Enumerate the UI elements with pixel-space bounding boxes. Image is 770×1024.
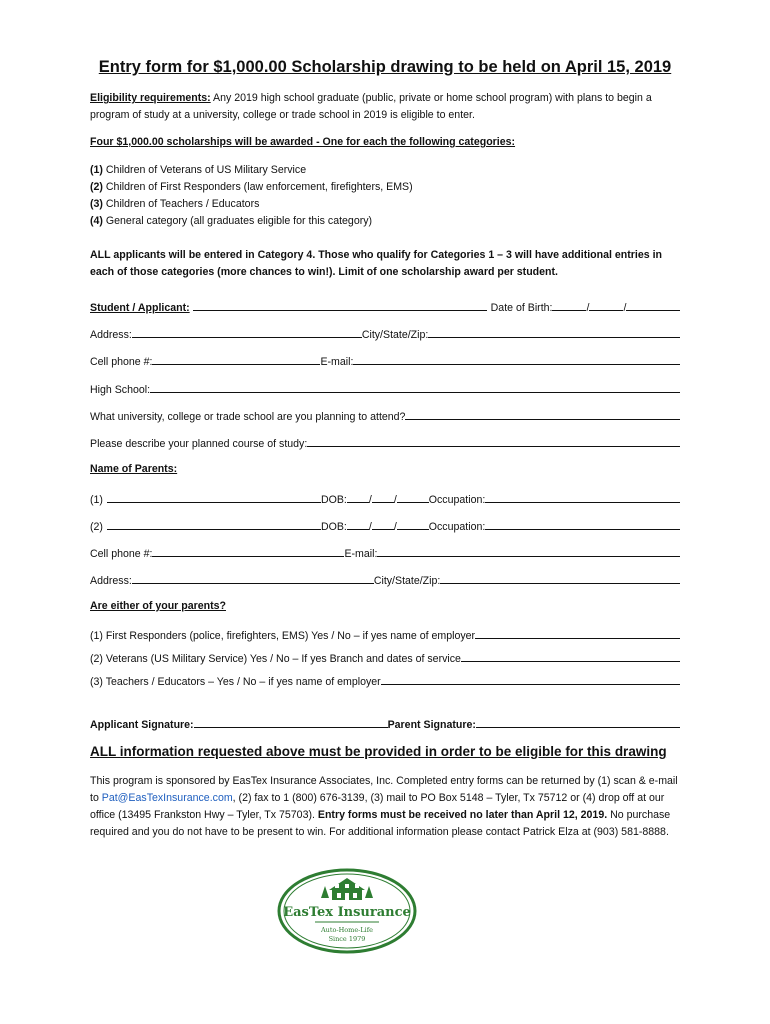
dob-month-field[interactable] (552, 299, 586, 311)
parent-1-dob-day-field[interactable] (372, 491, 394, 503)
sponsor-email-link[interactable]: Pat@EasTexInsurance.com (101, 792, 233, 804)
parent-1-name-field[interactable] (107, 491, 321, 503)
city-state-zip-field[interactable] (428, 326, 680, 338)
all-applicants-note: ALL applicants will be entered in Category 4. Those who qualify for Categories 1 – 3 will have additional entries in each of those categories (more chances to win!). Limit of one scholarship award per student. (90, 249, 662, 278)
teachers-employer-field[interactable] (381, 673, 680, 685)
parent-1-dob-year-field[interactable] (397, 491, 429, 503)
form-title: Entry form for $1,000.00 Scholarship drawing to be held on April 15, 2019 (98, 58, 672, 76)
parent-1-dob-month-field[interactable] (347, 491, 369, 503)
city-state-zip-label: City/State/Zip: (361, 329, 429, 341)
category-item: (2) Children of First Responders (law enforcement, firefighters, EMS) (90, 181, 413, 193)
parent-city-state-zip-label: City/State/Zip: (373, 575, 441, 587)
applicant-signature-label: Applicant Signature: (90, 719, 194, 731)
cell-row (90, 353, 680, 368)
student-label: Student / Applicant: (90, 302, 190, 314)
parent-2-occupation-field[interactable] (485, 518, 680, 530)
student-name-field[interactable] (193, 299, 487, 311)
email-field[interactable] (353, 353, 680, 365)
sponsor-text-1: This program is sponsored by EasTex Insurance Associates, Inc. Completed entry forms can be returned by (1) scan & e-mail to (90, 775, 678, 804)
parent-2-name-field[interactable] (107, 518, 321, 530)
parent-1-dob-label: DOB: (320, 494, 347, 506)
parent-2-dob-year-field[interactable] (397, 518, 429, 530)
eligibility-label: Eligibility requirements: (90, 92, 211, 104)
teachers-row (90, 673, 680, 688)
eligibility-paragraph (90, 90, 680, 124)
sponsor-deadline: Entry forms must be received no later than April 12, 2019. (317, 809, 608, 821)
logo-since: Since 1979 (328, 935, 366, 943)
parent-signature-label: Parent Signature: (387, 719, 476, 731)
parent-cell-row (90, 545, 680, 560)
parent-2-dob-day-field[interactable] (372, 518, 394, 530)
email-label: E-mail: (320, 356, 354, 368)
parent-address-label: Address: (90, 575, 132, 587)
parent-1-occupation-label: Occupation: (428, 494, 486, 506)
parent-2-occupation-label: Occupation: (428, 521, 486, 533)
sponsor-text-3: No purchase required and you do not have to be present to win. For additional information please contact Patrick Elza at (903) 581-8888. (90, 809, 671, 838)
course-label: Please describe your planned course of study: (90, 438, 308, 450)
parent-email-field[interactable] (377, 545, 680, 557)
parent-1-row: (1) DOB: / / Occupation: (90, 491, 680, 506)
university-row (90, 408, 680, 423)
address-row (90, 326, 680, 341)
dob-day-field[interactable] (589, 299, 623, 311)
high-school-row (90, 381, 680, 396)
first-responders-row (90, 627, 680, 642)
parent-email-label: E-mail: (344, 548, 378, 560)
parent-1-occupation-field[interactable] (485, 491, 680, 503)
course-field[interactable] (307, 435, 680, 447)
parent-signature-field[interactable] (476, 716, 680, 728)
address-field[interactable] (132, 326, 362, 338)
parent-2-label: (2) (90, 521, 103, 533)
dob-year-field[interactable] (626, 299, 680, 311)
parent-cell-field[interactable] (152, 545, 344, 557)
category-item: (1) Children of Veterans of US Military Service (90, 164, 307, 176)
first-responders-employer-field[interactable] (475, 627, 680, 639)
first-responders-question: (1) First Responders (police, firefighters, EMS) Yes / No – if yes name of employer (90, 630, 476, 642)
high-school-field[interactable] (150, 381, 680, 393)
logo-name: EasTex Insurance (283, 905, 411, 920)
required-notice: ALL information requested above must be provided in order to be eligible for this drawing (90, 744, 667, 759)
awards-heading: Four $1,000.00 scholarships will be awarded - One for each the following categories: (90, 136, 516, 148)
parent-2-dob-month-field[interactable] (347, 518, 369, 530)
parent-city-state-zip-field[interactable] (440, 572, 680, 584)
parent-1-label: (1) (90, 494, 103, 506)
applicant-signature-field[interactable] (194, 716, 388, 728)
eligibility-text: Any 2019 high school graduate (public, private or home school program) with plans to begin a program of study at a university, college or trade school in 2019 is eligible to enter. (90, 92, 652, 121)
cell-field[interactable] (152, 353, 320, 365)
student-row: Student / Applicant: Date of Birth: / / (90, 299, 680, 314)
sponsor-paragraph (90, 773, 680, 841)
category-item: (4) General category (all graduates eligible for this category) (90, 215, 373, 227)
eastex-insurance-logo (277, 868, 417, 954)
parent-cell-label: Cell phone #: (90, 548, 153, 560)
university-field[interactable] (405, 408, 680, 420)
sponsor-text-2: , (2) fax to 1 (800) 676-3139, (3) mail to PO Box 5148 – Tyler, Tx 75712 or (4) drop off at our office (13495 Frankston Hwy – Tyler, Tx 75703). (90, 792, 665, 821)
category-item: (3) Children of Teachers / Educators (90, 198, 260, 210)
veterans-service-field[interactable] (461, 650, 680, 662)
course-row (90, 435, 680, 450)
either-parents-heading: Are either of your parents? (90, 600, 226, 612)
parent-2-dob-label: DOB: (320, 521, 347, 533)
parent-address-row (90, 572, 680, 587)
parents-heading: Name of Parents: (90, 463, 178, 475)
cell-label: Cell phone #: (90, 356, 153, 368)
veterans-question: (2) Veterans (US Military Service) Yes / No – If yes Branch and dates of service (90, 653, 461, 665)
signature-row (90, 716, 680, 731)
address-label: Address: (90, 329, 132, 341)
high-school-label: High School: (90, 384, 151, 396)
parent-address-field[interactable] (132, 572, 374, 584)
teachers-question: (3) Teachers / Educators – Yes / No – if yes name of employer (90, 676, 381, 688)
categories-list (90, 162, 680, 230)
dob-label: Date of Birth: (490, 302, 553, 314)
university-label: What university, college or trade school are you planning to attend? (90, 411, 406, 423)
logo-tagline: Auto-Home-Life (320, 926, 374, 934)
veterans-row (90, 650, 680, 665)
parent-2-row: (2) DOB: / / Occupation: (90, 518, 680, 533)
